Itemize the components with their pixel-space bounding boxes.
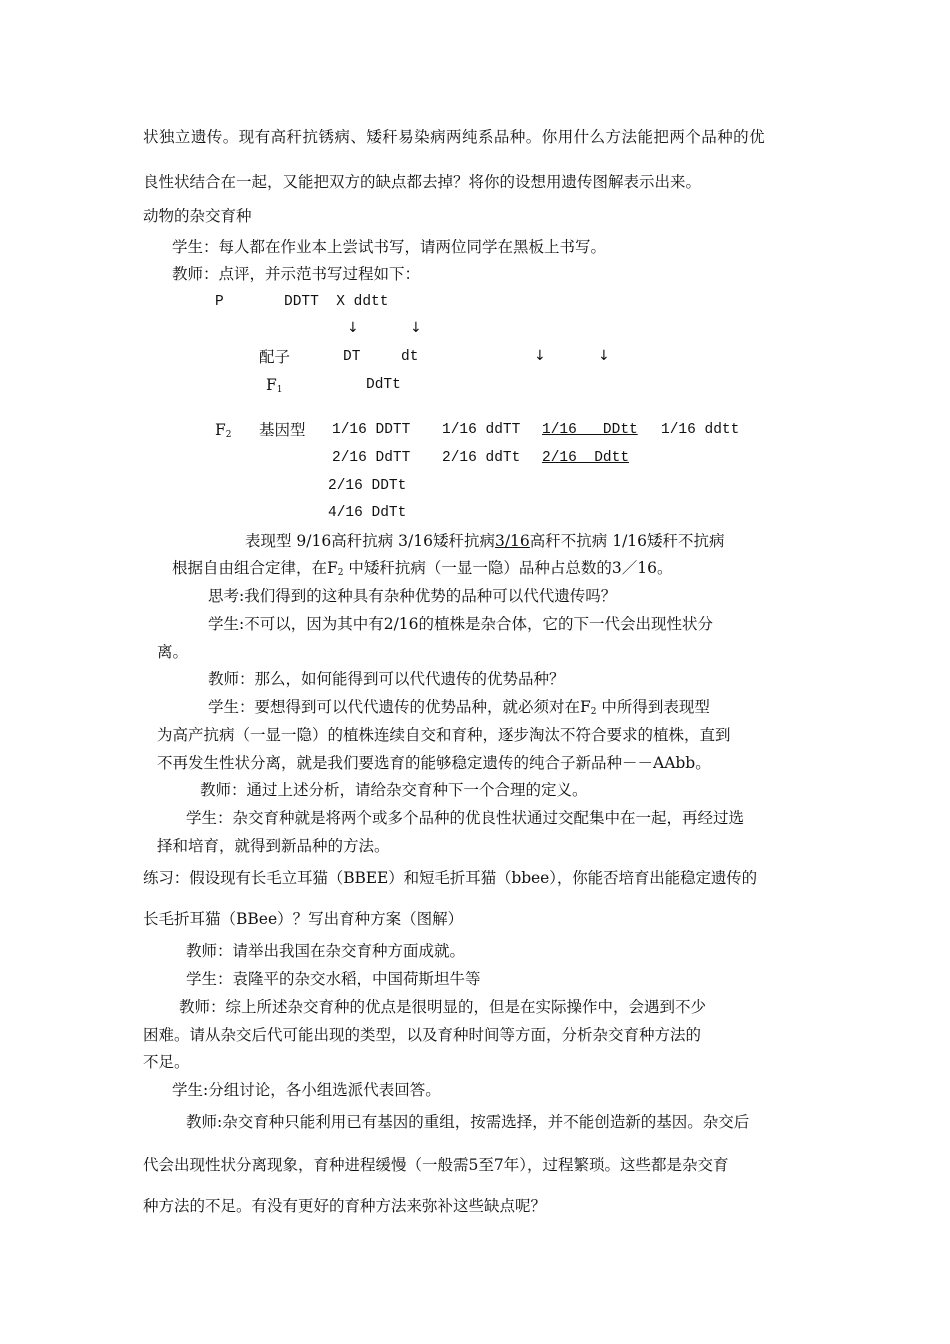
gamete-label: 配子 bbox=[259, 348, 291, 366]
paragraph-line: 根据自由组合定律，在F2 中矮秆抗病（一显一隐）品种占总数的3／16。 bbox=[172, 559, 673, 578]
genotype-ratio: 4/16 DdTt bbox=[328, 505, 407, 521]
gamete: DT bbox=[343, 349, 361, 365]
paragraph-line: 思考:我们得到的这种具有杂种优势的品种可以代代遗传吗？ bbox=[208, 587, 617, 605]
paragraph-line: 学生：要想得到可以代代遗传的优势品种，就必须对在F2 中所得到表现型 bbox=[208, 698, 710, 717]
down-arrow-icon: ↓ bbox=[410, 320, 422, 336]
genotype-ratio: 2/16 DdTT bbox=[332, 450, 411, 466]
paragraph-line: 教师：通过上述分析，请给杂交育种下一个合理的定义。 bbox=[200, 781, 588, 799]
f1-label: F1 bbox=[266, 376, 283, 395]
p-label: P bbox=[215, 294, 224, 310]
paragraph-line: 教师：点评，并示范书写过程如下： bbox=[172, 265, 421, 283]
gamete: dt bbox=[401, 349, 419, 365]
genotype-ratio: 2/16 DDTt bbox=[328, 478, 407, 494]
genotype-ratio: 1/16 ddtt bbox=[661, 422, 740, 438]
paragraph-line: 教师：请举出我国在杂交育种方面成就。 bbox=[186, 942, 466, 960]
phenotype-line: 表现型 9/16高秆抗病 3/16矮秆抗病3/16高秆不抗病 1/16矮秆不抗病 bbox=[245, 532, 725, 550]
genotype-ratio: 2/16 Ddtt bbox=[542, 450, 630, 466]
paragraph-line: 教师：综上所述杂交育种的优点是很明显的，但是在实际操作中，会遇到不少 bbox=[179, 998, 707, 1016]
f2-label: F2 bbox=[215, 421, 232, 440]
paragraph-line: 学生：杂交育种就是将两个或多个品种的优良性状通过交配集中在一起，再经过选 bbox=[186, 809, 745, 827]
paragraph-line: 困难。请从杂交后代可能出现的类型，以及育种时间等方面，分析杂交育种方法的 bbox=[143, 1026, 702, 1044]
paragraph-line: 状独立遗传。现有高秆抗锈病、矮秆易染病两纯系品种。你用什么方法能把两个品种的优 bbox=[143, 128, 766, 146]
exercise-line: 长毛折耳猫（BBee）？写出育种方案（图解） bbox=[143, 910, 464, 928]
paragraph-line: 学生:不可以，因为其中有2/16的植株是杂合体，它的下一代会出现性状分 bbox=[208, 615, 714, 633]
paragraph-line: 不足。 bbox=[143, 1053, 190, 1071]
section-heading: 动物的杂交育种 bbox=[143, 207, 252, 225]
paragraph-line: 教师：那么，如何能得到可以代代遗传的优势品种？ bbox=[208, 670, 565, 688]
paragraph-line: 离。 bbox=[157, 643, 189, 661]
paragraph-line: 教师:杂交育种只能利用已有基因的重组，按需选择，并不能创造新的基因。杂交后 bbox=[186, 1113, 750, 1131]
paragraph-line: 学生:分组讨论，各小组选派代表回答。 bbox=[172, 1081, 441, 1099]
genotype-ratio: 1/16 DDtt bbox=[542, 422, 638, 438]
parent-cross: DDTT X ddtt bbox=[284, 294, 389, 310]
paragraph-line: 学生：每人都在作业本上尝试书写，请两位同学在黑板上书写。 bbox=[172, 238, 607, 256]
paragraph-line: 择和培育，就得到新品种的方法。 bbox=[157, 837, 390, 855]
down-arrow-icon: ↓ bbox=[534, 348, 546, 364]
genotype-ratio: 1/16 DDTT bbox=[332, 422, 411, 438]
paragraph-line: 学生：袁隆平的杂交水稻，中国荷斯坦牛等 bbox=[186, 970, 481, 988]
paragraph-line: 良性状结合在一起，又能把双方的缺点都去掉？将你的设想用遗传图解表示出来。 bbox=[143, 173, 702, 191]
down-arrow-icon: ↓ bbox=[347, 320, 359, 336]
genotype-label: 基因型 bbox=[259, 421, 306, 439]
genotype-ratio: 1/16 ddTT bbox=[442, 422, 521, 438]
genotype-ratio: 2/16 ddTt bbox=[442, 450, 521, 466]
paragraph-line: 为高产抗病（一显一隐）的植株连续自交和育种，逐步淘汰不符合要求的植株，直到 bbox=[157, 726, 731, 744]
down-arrow-icon: ↓ bbox=[598, 348, 610, 364]
exercise-line: 练习：假设现有长毛立耳猫（BBEE）和短毛折耳猫（bbee），你能否培育出能稳定遗传的 bbox=[143, 869, 758, 887]
f1-genotype: DdTt bbox=[366, 377, 401, 393]
paragraph-line: 不再发生性状分离，就是我们要选育的能够稳定遗传的纯合子新品种－－AAbb。 bbox=[157, 754, 711, 772]
paragraph-line: 代会出现性状分离现象，育种进程缓慢（一般需5至7年），过程繁琐。这些都是杂交育 bbox=[143, 1156, 729, 1174]
paragraph-line: 种方法的不足。有没有更好的育种方法来弥补这些缺点呢？ bbox=[143, 1197, 547, 1215]
